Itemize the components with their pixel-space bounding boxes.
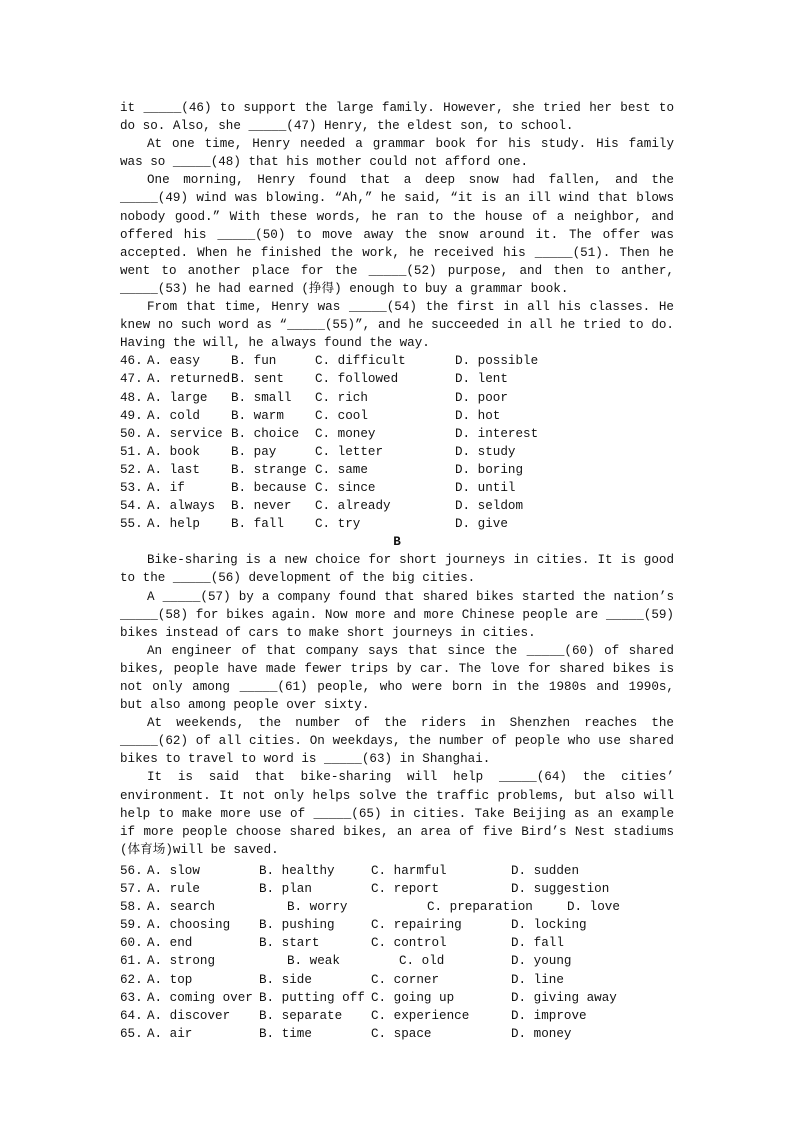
question-row	[120, 497, 674, 515]
question-number: 56.	[120, 863, 143, 878]
option-a: A. air	[147, 1026, 193, 1041]
option-a: A. strong	[147, 954, 216, 969]
question-number: 47.	[120, 372, 143, 387]
passage-b-paragraph-3: An engineer of that company says that since the _____(60) of shared bikes, people have made fewer trips by car. The love for shared bikes is not only among _____(61) people, who were born in the 1980s and 1990s, but also among people over sixty.	[120, 643, 674, 713]
question-number: 46.	[120, 354, 143, 369]
question-row	[120, 370, 674, 388]
option-a: A. coming over	[147, 990, 253, 1005]
question-row	[120, 515, 674, 533]
question-row	[120, 989, 674, 1007]
option-a: A. help	[147, 517, 200, 532]
option-c: C. letter	[315, 444, 384, 459]
option-c: C. difficult	[315, 354, 406, 369]
option-d: D. line	[511, 972, 564, 987]
question-row	[120, 479, 674, 497]
question-row	[120, 443, 674, 461]
option-a: A. cold	[147, 408, 200, 423]
option-d: D. until	[455, 480, 516, 495]
option-b: B. strange	[231, 462, 307, 477]
option-c: C. control	[371, 936, 447, 951]
question-number: 54.	[120, 499, 143, 514]
option-b: B. worry	[287, 900, 348, 915]
passage-b-options	[120, 862, 674, 1043]
question-number: 63.	[120, 990, 143, 1005]
option-a: A. top	[147, 972, 193, 987]
option-b: B. time	[259, 1026, 312, 1041]
option-c: C. same	[315, 462, 368, 477]
question-row	[120, 898, 674, 916]
question-number: 53.	[120, 480, 143, 495]
passage-a-paragraph-4: From that time, Henry was _____(54) the first in all his classes. He knew no such word as “_____(55)”, and he succeeded in all he tried to do. Having the will, he always found the way.	[120, 300, 674, 351]
option-d: D. suggestion	[511, 882, 610, 897]
option-b: B. plan	[259, 882, 312, 897]
question-number: 52.	[120, 462, 143, 477]
option-a: A. returned	[147, 372, 231, 387]
option-b: B. never	[231, 499, 292, 514]
option-d: D. possible	[455, 354, 539, 369]
passage-b-paragraph-5: It is said that bike-sharing will help _____(64) the cities’ environment. It not only helps solve the traffic problems, but also will help to make more use of _____(65) in cities. Take Beijing as an example if more people choose shared bikes, an area of five Bird’s Nest stadiums (体育场)will be saved.	[120, 770, 674, 857]
question-number: 65.	[120, 1026, 143, 1041]
option-b: B. fun	[231, 354, 277, 369]
option-a: A. end	[147, 936, 193, 951]
option-d: D. boring	[455, 462, 524, 477]
option-d: D. locking	[511, 918, 587, 933]
option-c: C. harmful	[371, 863, 447, 878]
option-d: D. fall	[511, 936, 564, 951]
option-b: B. separate	[259, 1008, 343, 1023]
passage-a-paragraph-2: At one time, Henry needed a grammar book for his study. His family was so _____(48) that his mother could not afford one.	[120, 137, 674, 170]
option-a: A. service	[147, 426, 223, 441]
option-c: C. try	[315, 517, 361, 532]
option-c: C. rich	[315, 390, 368, 405]
option-d: D. improve	[511, 1008, 587, 1023]
option-b: B. choice	[231, 426, 300, 441]
question-row	[120, 1007, 674, 1025]
passage-a-options	[120, 352, 674, 533]
question-row	[120, 952, 674, 970]
passage-b-paragraph-4: At weekends, the number of the riders in Shenzhen reaches the _____(62) of all cities. On weekdays, the number of people who use shared bikes to travel to word is _____(63) in Shanghai.	[120, 716, 674, 767]
option-a: A. if	[147, 480, 185, 495]
option-b: B. warm	[231, 408, 284, 423]
question-row	[120, 425, 674, 443]
question-row	[120, 461, 674, 479]
question-row	[120, 862, 674, 880]
option-a: A. always	[147, 499, 216, 514]
option-c: C. cool	[315, 408, 368, 423]
option-a: A. choosing	[147, 918, 231, 933]
option-d: D. seldom	[455, 499, 524, 514]
question-number: 48.	[120, 390, 143, 405]
question-number: 50.	[120, 426, 143, 441]
document-page	[120, 99, 674, 1043]
passage-a-paragraph-1: it _____(46) to support the large family. However, she tried her best to do so. Also, she _____(47) Henry, the eldest son, to school.	[120, 101, 674, 134]
option-b: B. sent	[231, 372, 284, 387]
option-c: C. old	[399, 954, 445, 969]
question-number: 51.	[120, 444, 143, 459]
question-row	[120, 1025, 674, 1043]
option-c: C. money	[315, 426, 376, 441]
question-row	[120, 389, 674, 407]
question-row	[120, 407, 674, 425]
question-number: 61.	[120, 954, 143, 969]
option-c: C. preparation	[427, 900, 533, 915]
question-number: 49.	[120, 408, 143, 423]
question-number: 59.	[120, 918, 143, 933]
question-number: 57.	[120, 882, 143, 897]
question-row	[120, 880, 674, 898]
option-a: A. book	[147, 444, 200, 459]
passage-b-paragraph-2: A _____(57) by a company found that shared bikes started the nation’s _____(58) for bikes again. Now more and more Chinese people are _____(59) bikes instead of cars to make short journeys in cities.	[120, 589, 674, 640]
option-d: D. poor	[455, 390, 508, 405]
option-b: B. putting off	[259, 990, 365, 1005]
option-d: D. money	[511, 1026, 572, 1041]
question-number: 60.	[120, 936, 143, 951]
option-c: C. corner	[371, 972, 440, 987]
question-row	[120, 916, 674, 934]
option-a: A. discover	[147, 1008, 231, 1023]
option-b: B. because	[231, 480, 307, 495]
option-d: D. interest	[455, 426, 539, 441]
option-b: B. side	[259, 972, 312, 987]
question-number: 64.	[120, 1008, 143, 1023]
question-row	[120, 934, 674, 952]
option-b: B. healthy	[259, 863, 335, 878]
question-number: 58.	[120, 900, 143, 915]
option-b: B. small	[231, 390, 292, 405]
option-a: A. rule	[147, 882, 200, 897]
question-number: 55.	[120, 517, 143, 532]
option-a: A. slow	[147, 863, 200, 878]
passage-b-paragraph-1: Bike-sharing is a new choice for short journeys in cities. It is good to the _____(56) development of the big cities.	[120, 553, 674, 586]
option-a: A. easy	[147, 354, 200, 369]
question-number: 62.	[120, 972, 143, 987]
question-row	[120, 352, 674, 370]
option-d: D. lent	[455, 372, 508, 387]
option-d: D. sudden	[511, 863, 580, 878]
option-d: D. give	[455, 517, 508, 532]
option-d: D. giving away	[511, 990, 617, 1005]
option-c: C. going up	[371, 990, 455, 1005]
option-a: A. large	[147, 390, 208, 405]
option-c: C. space	[371, 1026, 432, 1041]
option-b: B. weak	[287, 954, 340, 969]
option-b: B. start	[259, 936, 320, 951]
section-b-title: B	[393, 535, 401, 550]
question-row	[120, 971, 674, 989]
option-d: D. young	[511, 954, 572, 969]
passage-a-paragraph-3: One morning, Henry found that a deep snow had fallen, and the _____(49) wind was blowing. “Ah,” he said, “it is an ill wind that blows nobody good.” With these words, he ran to the house of a neighbor, and offered his _____(50) to move away the snow around it. The offer was accepted. When he finished the work, he received his _____(51). Then he went to another place for the _____(52) purpose, and then to anther, _____(53) he had earned (挣得) enough to buy a grammar book.	[120, 173, 674, 296]
option-c: C. report	[371, 882, 440, 897]
option-c: C. repairing	[371, 918, 462, 933]
option-c: C. already	[315, 499, 391, 514]
option-a: A. search	[147, 900, 216, 915]
option-b: B. fall	[231, 517, 284, 532]
option-d: D. study	[455, 444, 516, 459]
option-a: A. last	[147, 462, 200, 477]
option-c: C. followed	[315, 372, 399, 387]
option-c: C. since	[315, 480, 376, 495]
option-b: B. pushing	[259, 918, 335, 933]
option-d: D. love	[567, 900, 620, 915]
option-d: D. hot	[455, 408, 501, 423]
option-c: C. experience	[371, 1008, 470, 1023]
option-b: B. pay	[231, 444, 277, 459]
